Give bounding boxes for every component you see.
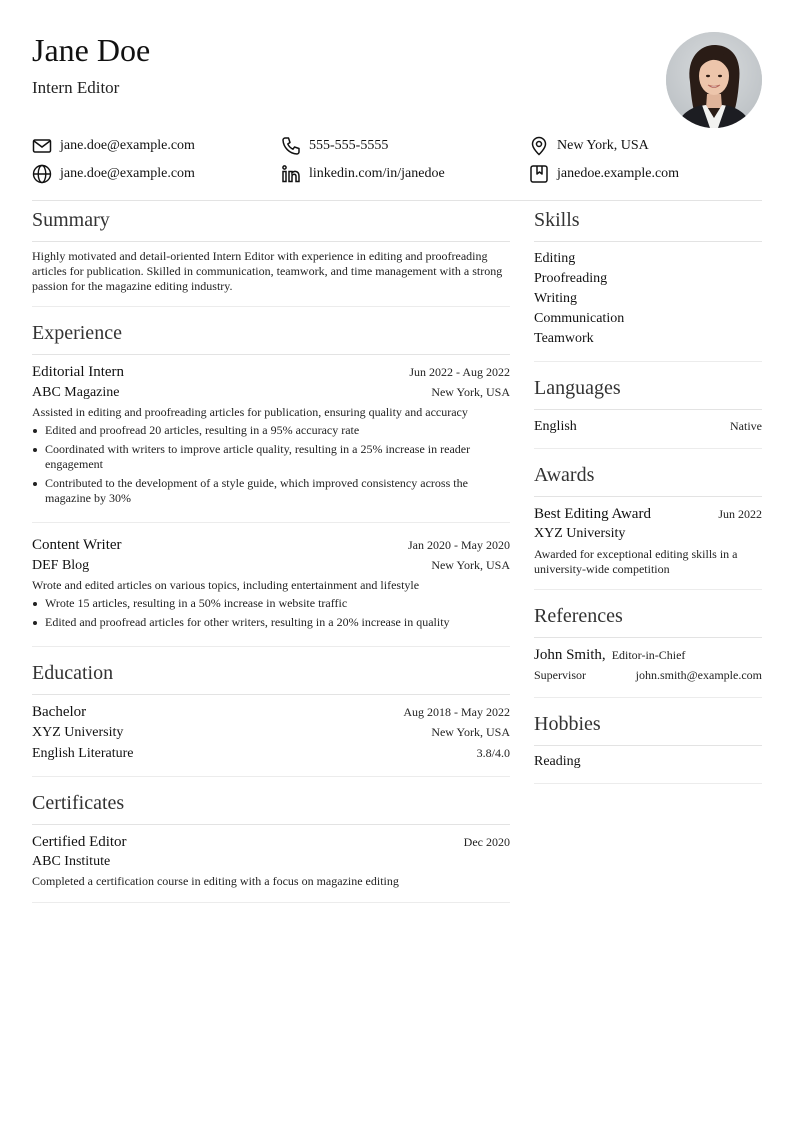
education-gpa: 3.8/4.0 xyxy=(476,746,510,760)
contact-location-text: New York, USA xyxy=(557,138,649,153)
contact-location xyxy=(529,134,649,158)
awards-title: Awards xyxy=(534,462,762,497)
education-section xyxy=(32,660,510,777)
candidate-name: Jane Doe xyxy=(32,32,151,68)
language-name: English xyxy=(534,419,577,434)
hobbies-title: Hobbies xyxy=(534,711,762,746)
phone-icon xyxy=(281,136,301,156)
side-column xyxy=(534,207,762,797)
languages-title: Languages xyxy=(534,375,762,410)
contact-linkedin[interactable] xyxy=(281,162,445,186)
mail-icon xyxy=(32,136,52,156)
contact-web-email[interactable] xyxy=(32,162,195,186)
certificates-title: Certificates xyxy=(32,790,510,825)
job-company: DEF Blog xyxy=(32,558,90,573)
contact-website[interactable] xyxy=(529,162,679,186)
references-section xyxy=(534,603,762,698)
reference-email[interactable]: john.smith@example.com xyxy=(635,668,762,682)
job-position: Editorial Intern xyxy=(32,364,125,380)
experience-entry xyxy=(32,535,510,646)
reference-name: John Smith, xyxy=(534,647,606,663)
job-description: Wrote and edited articles on various topics, including entertainment and lifestyle xyxy=(32,578,420,592)
list-item: Coordinated with writers to improve article quality, resulting in a 25% increase in reader engagement xyxy=(32,442,510,472)
job-location: New York, USA xyxy=(431,558,510,572)
language-item xyxy=(534,417,762,436)
job-achievements xyxy=(32,423,510,506)
location-pin-icon xyxy=(529,136,549,156)
profile-photo xyxy=(666,32,762,128)
language-level: Native xyxy=(730,419,762,433)
references-title: References xyxy=(534,603,762,638)
hobbies-section xyxy=(534,711,762,784)
profile-photo-image xyxy=(666,32,762,128)
contact-phone-text: 555-555-5555 xyxy=(309,138,389,153)
globe-icon xyxy=(32,164,52,184)
candidate-role: Intern Editor xyxy=(32,78,120,97)
job-position: Content Writer xyxy=(32,537,122,553)
certificate-description: Completed a certification course in editing with a focus on magazine editing xyxy=(32,874,399,888)
linkedin-icon xyxy=(281,164,301,184)
education-school: XYZ University xyxy=(32,725,124,740)
certificate-name: Certified Editor xyxy=(32,834,127,850)
list-item: Edited and proofread 20 articles, resulting in a 95% accuracy rate xyxy=(32,423,510,438)
experience-title: Experience xyxy=(32,320,510,355)
reference-title: Editor-in-Chief xyxy=(611,648,686,662)
summary-section xyxy=(32,207,510,307)
header-divider xyxy=(32,200,762,201)
skill-item: Editing xyxy=(534,251,576,266)
education-field: English Literature xyxy=(32,746,134,761)
job-achievements xyxy=(32,596,510,630)
skills-title: Skills xyxy=(534,207,762,242)
contact-email-text: jane.doe@example.com xyxy=(60,138,195,153)
skill-item: Communication xyxy=(534,311,625,326)
reference-relation: Supervisor xyxy=(534,668,586,682)
hobby-item: Reading xyxy=(534,754,581,769)
contact-email[interactable] xyxy=(32,134,195,158)
summary-title: Summary xyxy=(32,207,510,242)
list-item: Wrote 15 articles, resulting in a 50% increase in website traffic xyxy=(32,596,510,611)
experience-section xyxy=(32,320,510,647)
education-degree: Bachelor xyxy=(32,704,87,720)
bookmark-icon xyxy=(529,164,549,184)
education-dates: Aug 2018 - May 2022 xyxy=(403,705,510,719)
resume-page xyxy=(32,0,762,1123)
job-dates: Jan 2020 - May 2020 xyxy=(408,538,510,552)
award-issuer: XYZ University xyxy=(534,526,626,541)
award-description: Awarded for exceptional editing skills in a university-wide competition xyxy=(534,547,738,576)
job-description: Assisted in editing and proofreading articles for publication, ensuring quality and accuracy xyxy=(32,405,468,419)
languages-section xyxy=(534,375,762,449)
contact-website-text: janedoe.example.com xyxy=(557,166,680,181)
skills-section xyxy=(534,207,762,362)
main-column xyxy=(32,207,510,916)
job-location: New York, USA xyxy=(431,385,510,399)
job-company: ABC Magazine xyxy=(32,385,120,400)
awards-section xyxy=(534,462,762,590)
list-item: Contributed to the development of a style guide, which improved consistency across the magazine by 30% xyxy=(32,476,510,506)
award-name: Best Editing Award xyxy=(534,506,651,522)
certificate-issuer: ABC Institute xyxy=(32,854,111,869)
skill-item: Teamwork xyxy=(534,331,594,346)
education-title: Education xyxy=(32,660,510,695)
skill-item: Proofreading xyxy=(534,271,608,286)
certificate-date: Dec 2020 xyxy=(463,835,510,849)
job-dates: Jun 2022 - Aug 2022 xyxy=(409,365,510,379)
contact-linkedin-text: linkedin.com/in/janedoe xyxy=(309,166,445,181)
skill-item: Writing xyxy=(534,291,577,306)
award-date: Jun 2022 xyxy=(718,507,762,521)
experience-entry xyxy=(32,362,510,523)
list-item: Edited and proofread articles for other writers, resulting in a 20% increase in quality xyxy=(32,615,510,630)
education-location: New York, USA xyxy=(431,725,510,739)
certificates-section xyxy=(32,790,510,903)
summary-text: Highly motivated and detail-oriented Intern Editor with experience in editing and proofreading articles for publication. Skilled in communication, teamwork, and time management with a strong passion for the magazine editing industry. xyxy=(32,249,503,293)
contact-phone[interactable] xyxy=(281,134,388,158)
contact-web-email-text: jane.doe@example.com xyxy=(60,166,195,181)
